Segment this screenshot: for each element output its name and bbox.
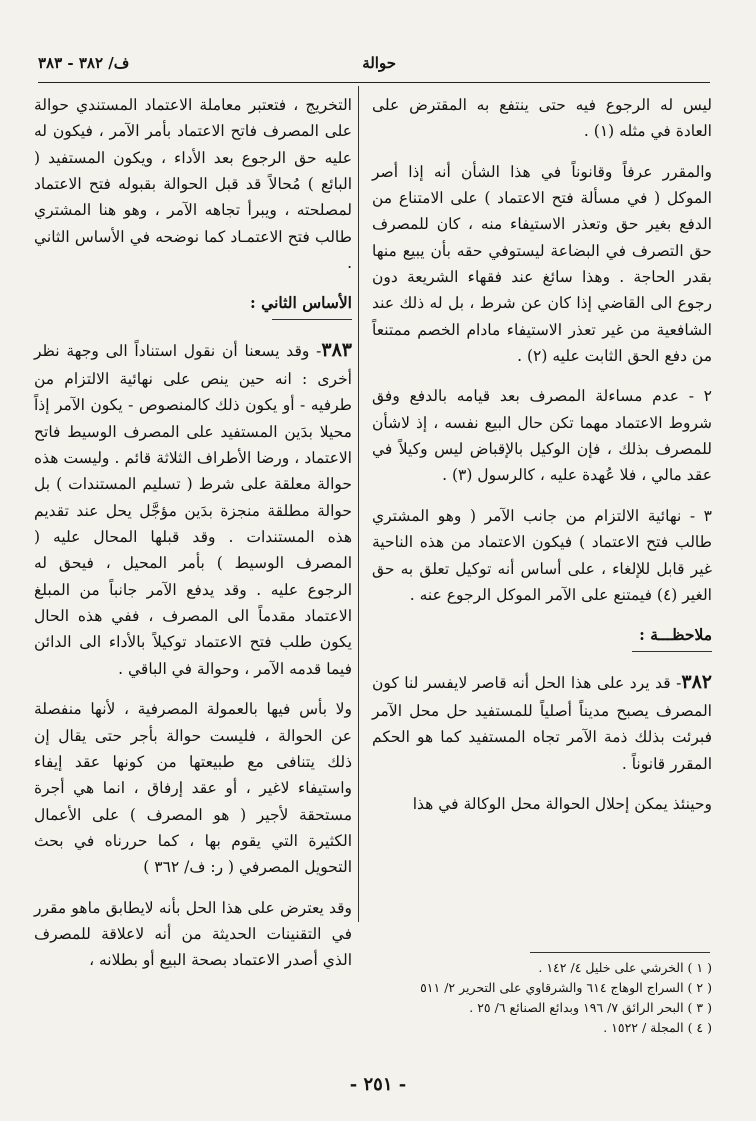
page-number: - ٢٥١ - — [349, 1074, 407, 1095]
section-heading-text: الأساس الثاني : — [250, 293, 352, 313]
section-heading — [34, 290, 352, 319]
left-column — [34, 92, 352, 988]
paragraph: التخريج ، فتعتبر معاملة الاعتماد المستندي حوالة على المصرف فاتح الاعتماد بأمر الآمر ، فيكون له عليه حق الرجوع بعد الأداء ، ويكون المستفيد ( البائع ) مُحالاً قد قبل الحوالة بقبوله فتح الاعتماد لمصلحته ، ويبرأ تجاهه الآمر ، وهو هنا المشتري طالب فتح الاعتمـاد كما نوضحه في الأساس الثاني . — [34, 96, 352, 273]
heading-rule — [272, 319, 352, 320]
paragraph: والمقرر عرفاً وقانوناً في هذا الشأن أنه إذا أصر الموكل ( في مسألة فتح الاعتماد ) على الامتناع من الدفع بغير حق وتعذر الاستيفاء منه ، كان للمصرف حق التصرف في البضاعة ليستوفي حقه بأن يبيع منها بقدر الحاجة . وهذا سائغ عند فقهاء الشريعة دون رجوع الى القاضي إذا كان عن شرط ، بل له ذلك عند الشافعية من غير تعذر الاستيفاء مادام الخصم ممتنعاً من دفع الحق الثابت عليه (٢) . — [372, 162, 712, 366]
paragraph-text: - قد يرد على هذا الحل أنه قاصر لايفسر لنا كون المصرف يصبح مديناً أصلياً للمستفيد حل محل الآمر فبرئت بذلك ذمة الآمر تجاه المستفيد كما هو الحكم المقرر قانوناً . — [372, 673, 712, 773]
paragraph-number: ٣٨٢ — [681, 670, 712, 693]
paragraph — [34, 334, 352, 682]
paragraph-range: ف/ ٣٨٢ - ٣٨٣ — [38, 54, 130, 72]
paragraph: وقد يعترض على هذا الحل بأنه لايطابق ماهو مقرر في التقنينات الحديثة من أنه لاعلاقة للمصرف الذي أصدر الاعتماد بصحة البيع أو بطلانه ، — [34, 898, 352, 970]
footnote-rule — [530, 952, 710, 953]
paragraph: وحينئذ يمكن إحلال الحوالة محل الوكالة في هذا — [412, 794, 712, 813]
paragraph-text: - وقد يسعنا أن نقول استناداً الى وجهة نظر أخرى : انه حين ينص على نهائية الالتزام من طرفيه - أو يكون ذلك كالمنصوص - يكون الآمر إذاً محيلا بدَين المستفيد على المصرف الوسيط فاتح الاعتماد ، ورضا الأطراف الثلاثة قائم . وليست هذه حوالة معلقة على شرط ( تسليم المستندات ) بل حوالة مطلقة منجزة بدَين مؤجَّل يحل عند تقديم هذه المستندات . وقد قبلها المحال عليه ( المصرف الوسيط ) بأمر المحيل ، فيحق له الرجوع عليه . وقد يدفع الآمر جانباً من المبلغ الاعتماد مقدماً الى المصرف ، ففي هذه الحال يكون طلب فتح الاعتماد توكيلاً بالأداء الى الدائن فيما قدمه الآمر ، وحوالة في الباقي . — [34, 341, 352, 678]
paragraph: ولا بأس فيها بالعمولة المصرفية ، لأنها منفصلة عن الحوالة ، فليست حوالة بأجر حتى يقال إن ذلك يتنافى مع طبيعتها من كونها عقد إيفاء واستيفاء لاغير ، أو عقد إرفاق ، انما هي أجرة مستحقة لأجير ( هو المصرف ) على الأعمال الكثيرة التي يقوم بها ، كما حررناه في بحث التحويل المصرفي ( ر: ف/ ٣٦٢ ) — [34, 700, 352, 877]
footnotes — [372, 958, 712, 1038]
paragraph: ٣ - نهائية الالتزام من جانب الآمر ( وهو المشتري طالب فتح الاعتماد ) فيكون الاعتماد من هذه الناحية غير قابل للإلغاء ، على أساس أنه توكيل تعلق به حق الغير (٤) فيمتنع على الآمر الموكل الرجوع عنه . — [372, 506, 712, 604]
footnote: ( ١ ) الخرشي على خليل ٤/ ١٤٢ . — [538, 960, 712, 975]
paragraph-number: ٣٨٣ — [321, 338, 352, 361]
footnote: ( ٤ ) المجلة / ١٥٢٢ . — [603, 1020, 712, 1035]
page-header — [0, 50, 756, 80]
note-heading — [372, 622, 712, 651]
heading-rule — [632, 651, 712, 652]
section-title: حوالة — [362, 54, 396, 72]
note-heading-text: ملاحظـــة : — [639, 625, 712, 645]
column-divider — [358, 86, 359, 922]
footnote: ( ٢ ) السراج الوهاج ٦١٤ والشرقاوي على التحرير ٢/ ٥١١ — [420, 980, 712, 995]
header-rule — [38, 82, 710, 83]
footnote: ( ٣ ) البحر الرائق ٧/ ١٩٦ وبدائع الصنائع ٦/ ٢٥ . — [469, 1000, 712, 1015]
paragraph: ٢ - عدم مساءلة المصرف بعد قيامه بالدفع وفق شروط الاعتماد مهما تكن حال البيع نفسه ، إذ لاشأن للمصرف بذلك ، فإن الوكيل بالإقباض ليس وكيلاً في عقد مالي ، فلا عُهدة عليه ، كالرسول (٣) . — [372, 387, 712, 485]
paragraph: ليس له الرجوع فيه حتى ينتفع به المقترض على العادة في مثله (١) . — [372, 96, 712, 141]
paragraph — [372, 666, 712, 777]
right-column — [372, 92, 712, 831]
